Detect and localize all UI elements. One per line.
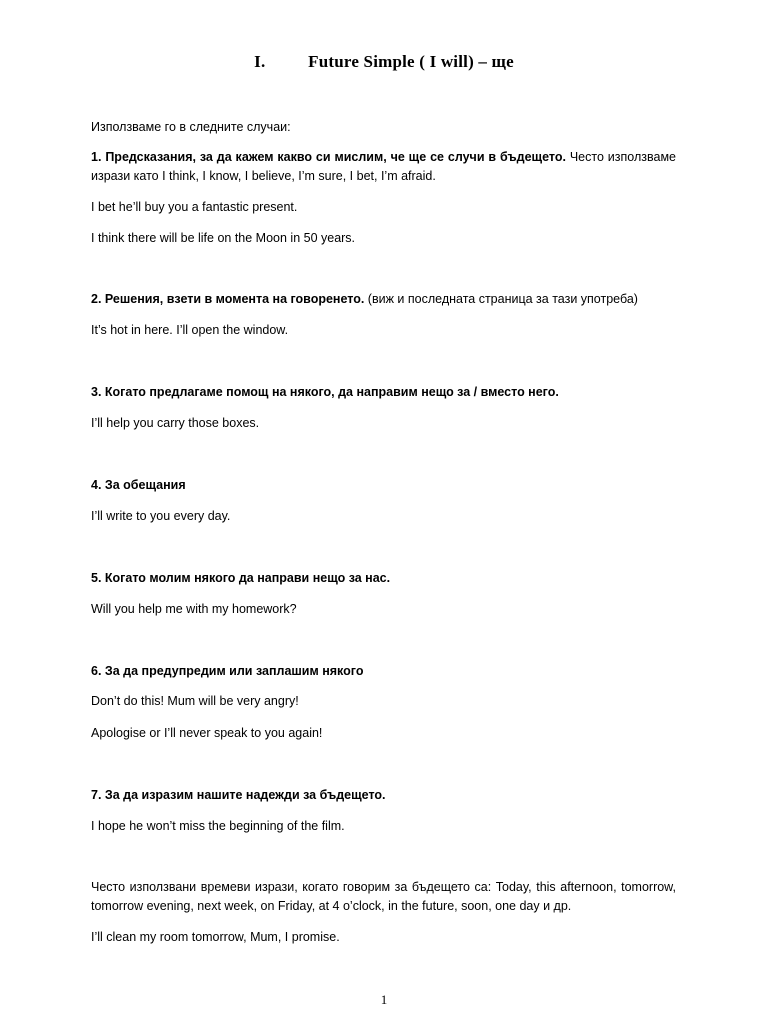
title-number: I. — [254, 52, 266, 71]
section-5-heading: 5. Когато молим някого да направи нещо за нас. — [91, 571, 391, 585]
section-6-example-2: Apologise or I’ll never speak to you again! — [91, 726, 323, 740]
section-6-heading: 6. За да предупредим или заплашим някого — [91, 664, 364, 678]
section-2-example-1: It’s hot in here. I’ll open the window. — [91, 323, 289, 337]
section-2-heading: 2. Решения, взети в момента на говоренето. — [91, 292, 365, 306]
page-number: 1 — [380, 992, 388, 1007]
section-5-example-1: Will you help me with my homework? — [91, 602, 297, 616]
section-3-heading: 3. Когато предлагаме помощ на някого, да направим нещо за / вместо него. — [91, 385, 559, 399]
section-7-heading: 7. За да изразим нашите надежди за бъдещето. — [91, 788, 386, 802]
section-2-note: (виж и последната страница за тази употреба) — [364, 292, 638, 306]
section-1-note: Често използваме изрази като I think, I know, I believe, I’m sure, I bet, I’m afraid. — [91, 150, 676, 183]
title-text: Future Simple ( I will) – ще — [308, 52, 514, 71]
section-1-paragraph — [91, 148, 676, 186]
section-6-example-1: Don’t do this! Mum will be very angry! — [91, 694, 299, 708]
section-2-paragraph — [91, 290, 676, 309]
section-1-heading: 1. Предсказания, за да кажем какво си мислим, че ще се случи в бъдещето. — [91, 150, 566, 164]
final-example: I’ll clean my room tomorrow, Mum, I promise. — [91, 930, 340, 944]
intro-text: Използваме го в следните случаи: — [91, 120, 291, 134]
section-4-example-1: I’ll write to you every day. — [91, 509, 231, 523]
page-title — [0, 52, 768, 72]
section-7-example-1: I hope he won’t miss the beginning of the film. — [91, 819, 345, 833]
section-4-heading: 4. За обещания — [91, 478, 186, 492]
section-3-example-1: I’ll help you carry those boxes. — [91, 416, 260, 430]
time-expressions-paragraph: Често използвани времеви изрази, когато говорим за бъдещето са: Today, this afternoon, tomorrow, tomorrow evening, next week, on Friday, at 4 o’clock, in the future, soon, one day и др. — [91, 880, 676, 913]
section-1-example-1: I bet he’ll buy you a fantastic present. — [91, 200, 298, 214]
section-1-example-2: I think there will be life on the Moon in 50 years. — [91, 231, 356, 245]
